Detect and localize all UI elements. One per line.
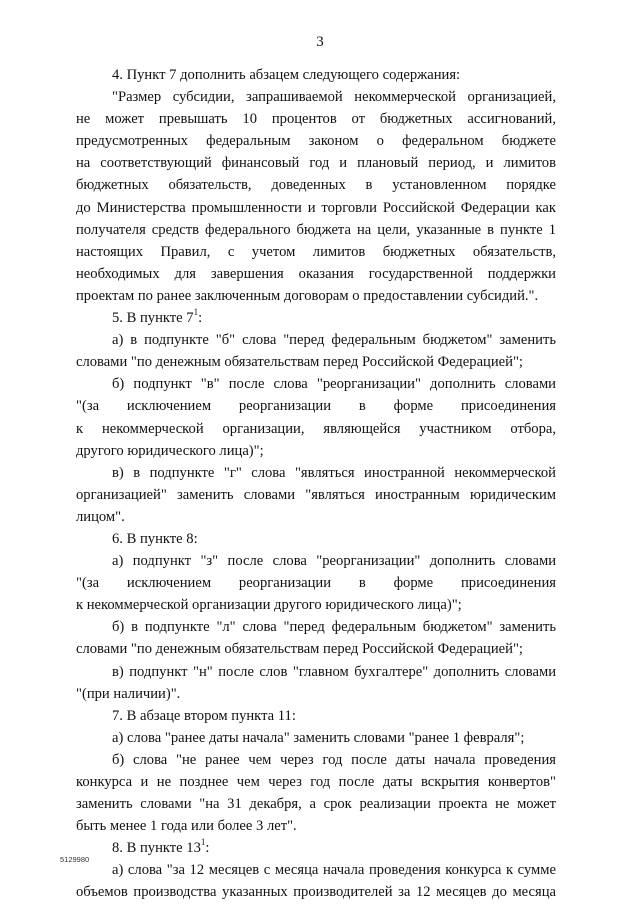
text-line: до Министерства промышленности и торговли Российской Федерации как [76, 199, 556, 216]
text-line: 6. В пункте 8: [112, 530, 198, 547]
text-line: настоящих Правил, с учетом лимитов бюджетных обязательств, [76, 243, 556, 260]
text-line: б) подпункт "в" после слова "реорганизации" дополнить словами [112, 376, 556, 393]
document-code: 5129980 [60, 855, 90, 864]
text-line: проектам по ранее заключенным договорам о предоставлении субсидий.". [76, 287, 539, 304]
text-line: объемов производства указанных производителей за 12 месяцев до месяца [76, 884, 556, 901]
text-line: лицом". [76, 508, 125, 525]
text-line: к некоммерческой организации, являющейся участником отбора, [76, 420, 556, 437]
superscript: 1 [200, 837, 206, 848]
text-line: получателя средств федерального бюджета на цели, указанные в пункте 1 [76, 221, 556, 238]
text-line: заменить словами "на 31 декабря, а срок реализации проекта не может [76, 796, 556, 813]
text-line: 7. В абзаце втором пункта 11: [112, 707, 296, 724]
text-line: в) подпункт "н" после слов "главном бухгалтере" дополнить словами [112, 663, 556, 680]
text-line: к некоммерческой организации другого юридического лица)"; [76, 597, 462, 614]
page-number: 3 [316, 34, 324, 50]
text-line: словами "по денежным обязательствам перед Российской Федерацией"; [76, 641, 523, 658]
text-line: 5. В пункте $7^1$: [112, 307, 203, 327]
text-line: быть менее 1 года или более 3 лет". [76, 818, 297, 835]
text-line: а) в подпункте "б" слова "перед федеральным бюджетом" заменить [112, 332, 556, 349]
superscript: 1 [193, 307, 199, 318]
text-line: "(при наличии)". [76, 685, 181, 702]
text-line: организацией" заменить словами "являться иностранным юридическим [76, 486, 556, 503]
text-line: 4. Пункт 7 дополнить абзацем следующего содержания: [112, 67, 461, 83]
text-line: предусмотренных федеральным законом о федеральном бюджете [76, 133, 556, 150]
text-line: бюджетных обязательств, доведенных в установленном порядке [76, 177, 556, 194]
text-line: конкурса и не позднее чем через год после даты вскрытия конвертов" [76, 774, 556, 790]
text-line: а) слова "ранее даты начала" заменить словами "ранее 1 февраля"; [112, 729, 525, 746]
text-line: 8. В пункте $13^1$: [112, 837, 210, 857]
text-line: "(за исключением реорганизации в форме присоединения [76, 398, 556, 415]
text-line: "Размер субсидии, запрашиваемой некоммерческой организацией, [112, 89, 556, 106]
text-line: "(за исключением реорганизации в форме присоединения [76, 575, 556, 592]
text-line: словами "по денежным обязательствам перед Российской Федерацией"; [76, 354, 523, 371]
text-line: а) слова "за 12 месяцев с месяца начала проведения конкурса к сумме [112, 862, 556, 879]
text-line: б) в подпункте "л" слова "перед федеральным бюджетом" заменить [112, 619, 556, 636]
document-body [76, 64, 556, 904]
text-line: на соответствующий финансовый год и плановый период, и лимитов [76, 155, 556, 172]
text-line: в) в подпункте "г" слова "являться иностранной некоммерческой [112, 464, 556, 481]
text-line: а) подпункт "з" после слова "реорганизации" дополнить словами [112, 553, 556, 570]
text-line: не может превышать 10 процентов от бюджетных ассигнований, [76, 111, 556, 128]
text-line: другого юридического лица)"; [76, 442, 264, 459]
text-line: необходимых для завершения оказания государственной поддержки [76, 265, 556, 282]
text-line: б) слова "не ранее чем через год после даты начала проведения [112, 751, 556, 768]
